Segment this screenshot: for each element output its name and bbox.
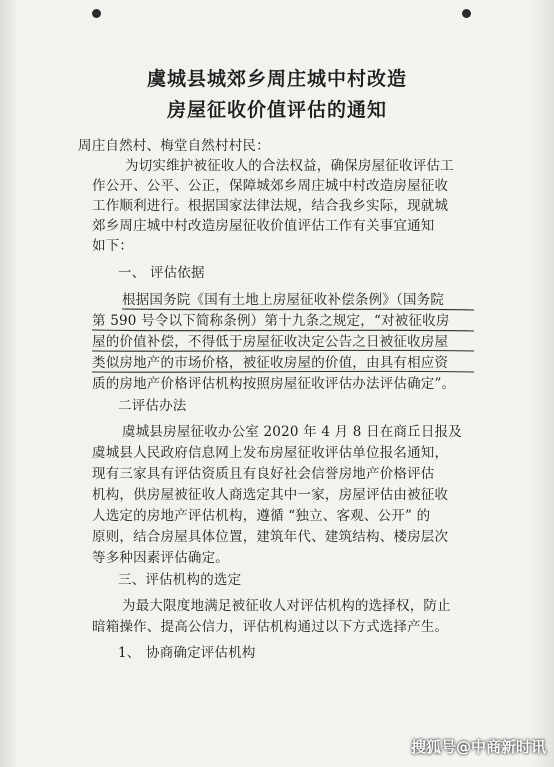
section1-line: 屋的价值补偿，不得低于房屋征收决定公告之日被征收房屋 [92,334,449,350]
item-number: 1、 [118,645,141,661]
item-label: 协商确定评估机构 [146,645,256,661]
section1-line: 第 590 号令以下简称条例）第十九条之规定，“对被征收房 [92,313,450,329]
section3-line: 暗箱操作、提高公信力，评估机构通过以下方式选择产生。 [92,619,449,635]
section2-line: 等多种因素评估确定。 [92,550,229,566]
section1-line: 类似房地产的市场价格，被征收房屋的价值，由具有相应资 [92,355,449,371]
section3-line: 为最大限度地满足被征收人对评估机构的选择权，防止 [122,598,451,614]
section2-line: 现有三家具有评估资质且有良好社会信誉房地产价格评估 [92,466,435,482]
salutation: 周庄自然村、梅堂自然村村民： [78,138,270,154]
section2-line: 机构，供房屋被征收人商选定其中一家，房屋评估由被征收 [92,487,449,503]
section1-line: 质的房地产价格评估机构按照房屋征收评估办法评估确定”。 [92,376,456,392]
source-watermark: 搜狐号@中商新时讯 [410,738,546,756]
section-heading-1: 一、 评估依据 [118,265,205,281]
intro-line: 如下： [92,238,134,254]
intro-line: 作公开、公平、公正，保障城郊乡周庄城中村改造房屋征收 [92,178,449,194]
section-heading-2: 二评估办法 [118,398,187,414]
section2-line: 人选定的房地产评估机构，遵循 “独立、客观、公开” 的 [92,508,431,524]
section1-line: 根据国务院《国有土地上房屋征收补偿条例》（国务院 [122,292,445,308]
section2-line: 虞城县人民政府信息网上发布房屋征收评估单位报名通知， [92,445,449,461]
intro-line: 工作顺利进行。根据国家法律法规，结合我乡实际，现就城 [92,198,449,214]
title-line-1: 虞城县城郊乡周庄城中村改造 [146,68,407,90]
section2-line: 虞城县房屋征收办公室 2020 年 4 月 8 日在商丘日报及 [122,424,462,440]
intro-line: 郊乡周庄城中村改造房屋征收价值评估工作有关事宜通知 [92,218,435,234]
section-heading-3: 三、评估机构的选定 [118,572,242,588]
intro-line: 为切实维护被征收人的合法权益，确保房屋征收评估工 [125,158,454,174]
title-line-2: 房屋征收价值评估的通知 [166,99,387,121]
section2-line: 原则，结合房屋具体位置，建筑年代、建筑结构、楼房层次 [92,529,449,545]
